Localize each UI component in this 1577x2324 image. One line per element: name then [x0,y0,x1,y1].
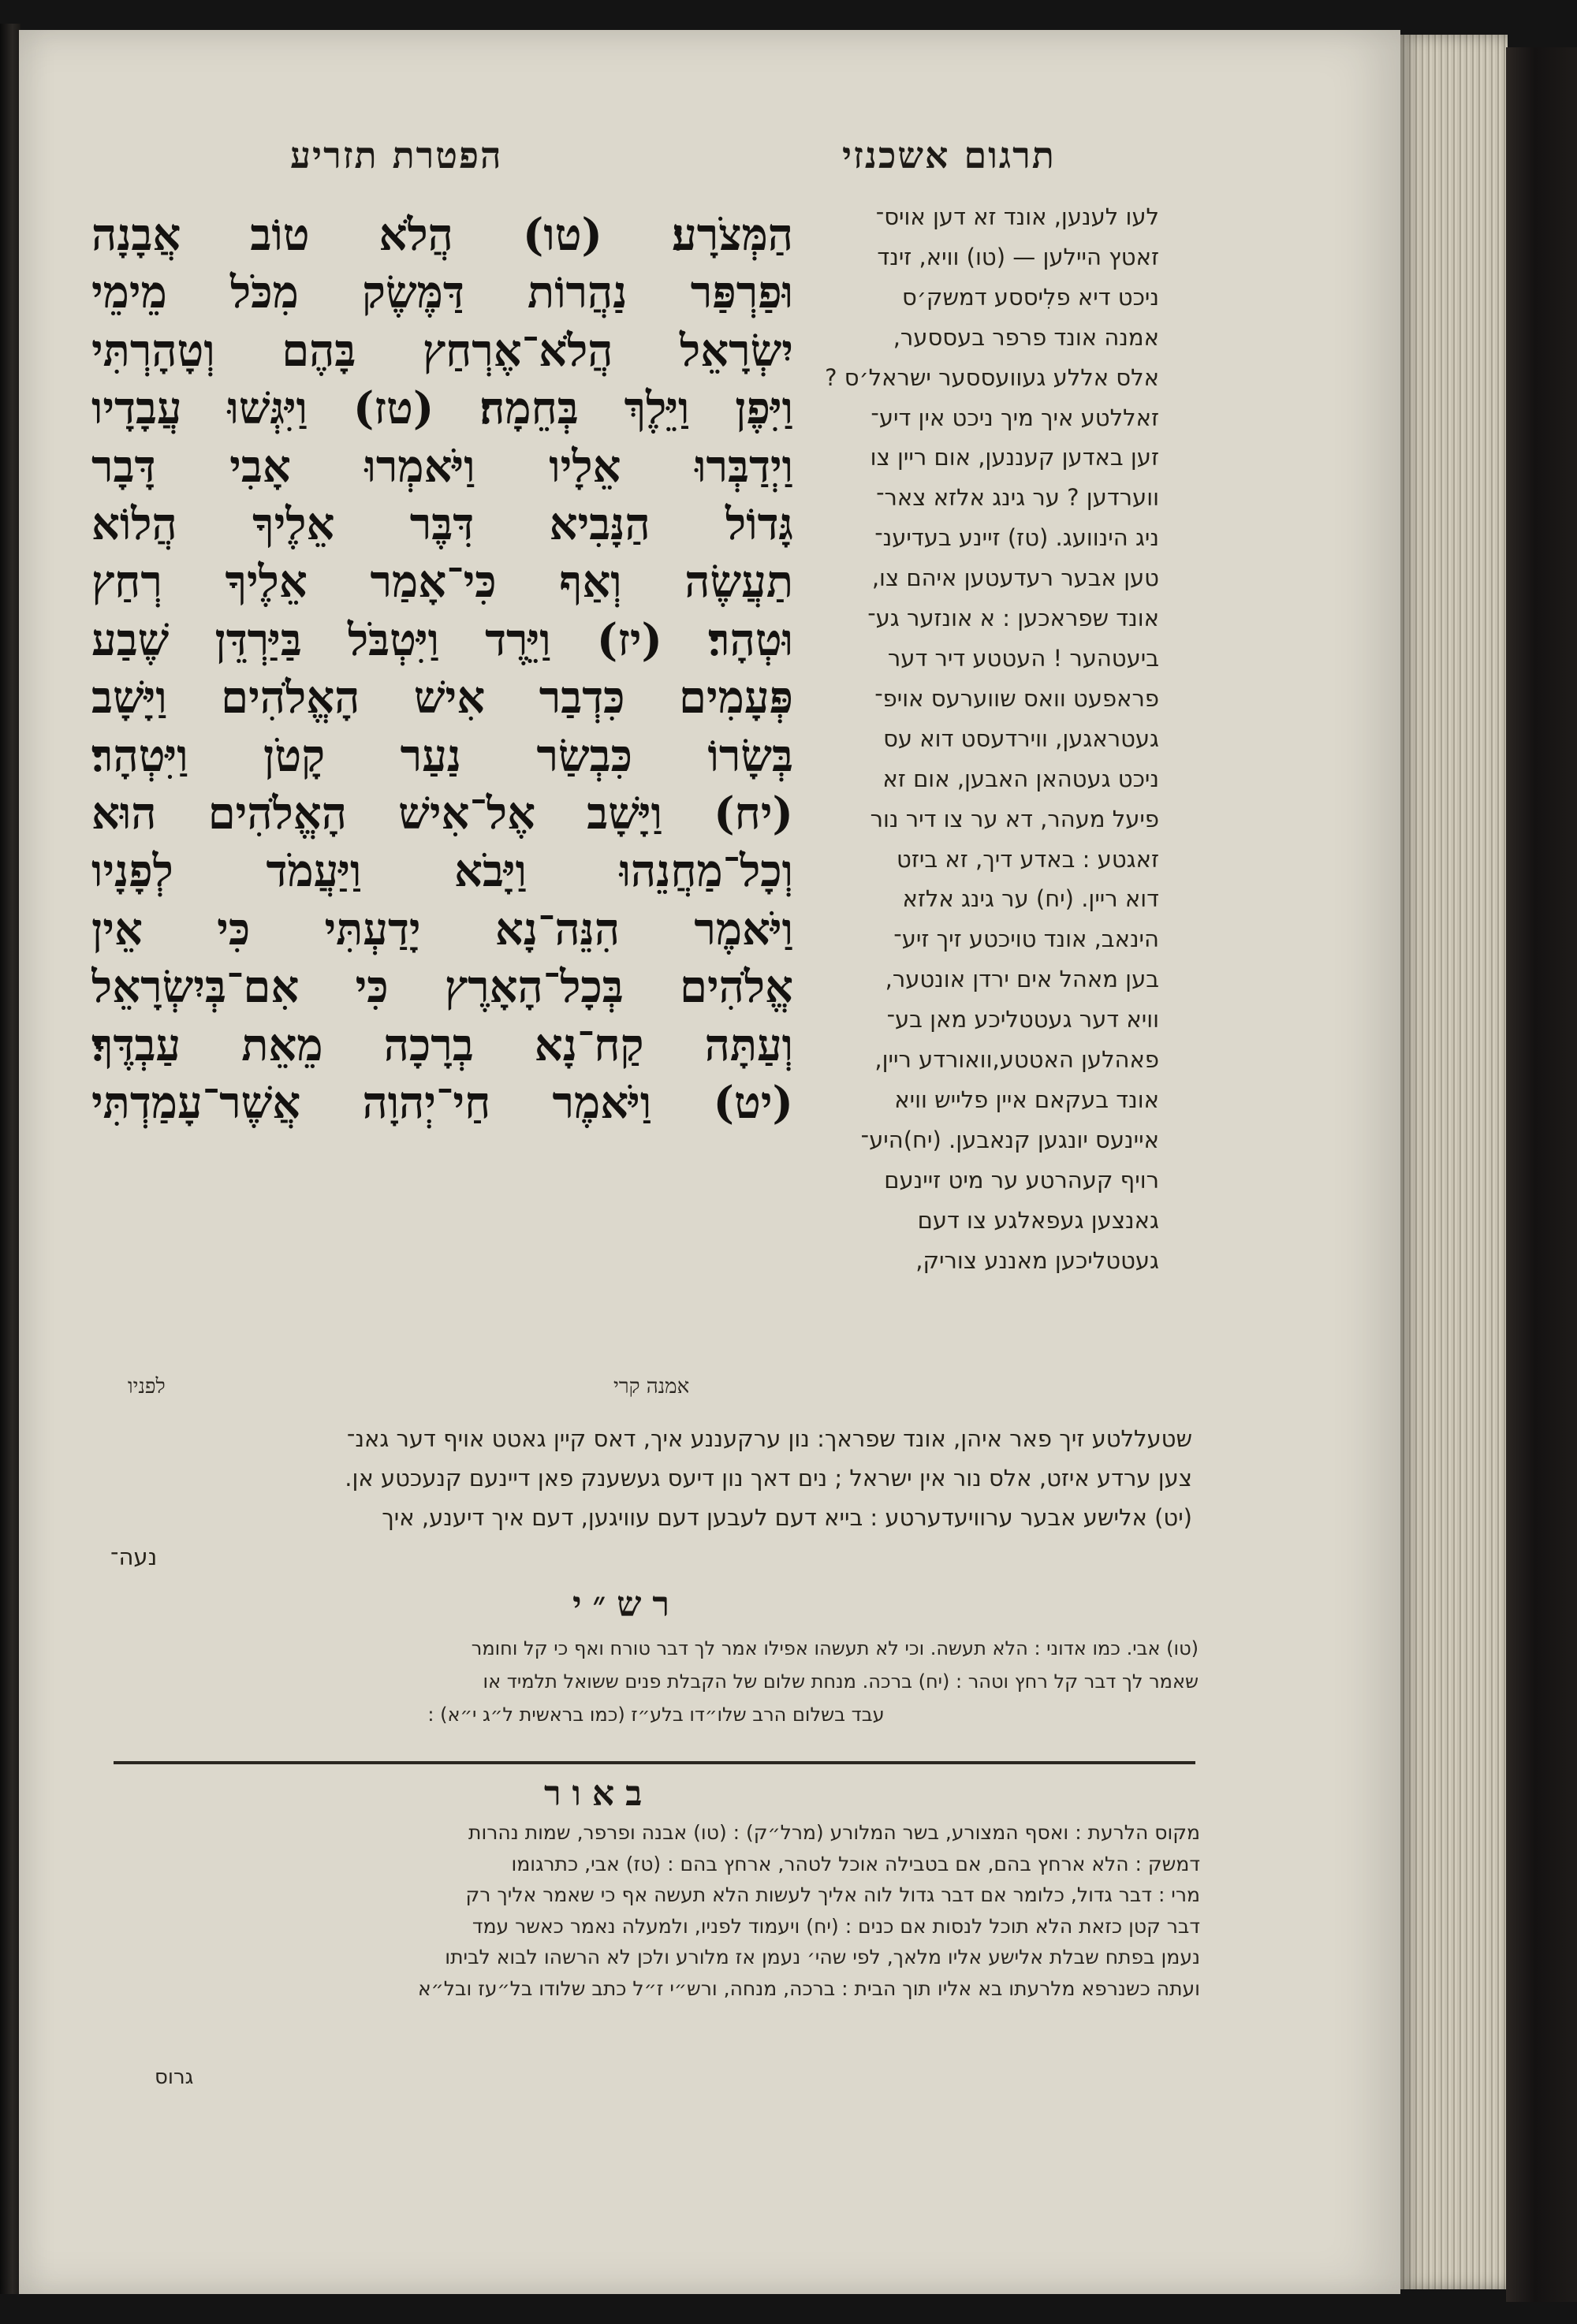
hebrew-line: (יט) וַיֹּאמֶר חַי־יְהוָה אֲשֶׁר־עָמַדְתִּי [91,1077,793,1130]
keri-note: אמנה קרי [613,1375,690,1398]
biur-line: נעמן בפתח שבלת אלישע אליו מלאך, לפי שהי׳ נעמן אז מלורע ולכן לא הרשהו לבוא לביתו [445,1946,1200,1968]
continuation-line: נעה־ [110,1544,158,1570]
translation-line: זען באדען קעננען, אום ריין צו [870,444,1159,471]
translation-line: רויף קעהרטע ער מיט זיינעם [884,1166,1159,1194]
translation-line: זאללטע איך מיך ניכט אין דיע־ [871,404,1159,431]
translation-line: אמנה אונד פרפר בעססער, [893,323,1159,351]
translation-line: זאגטע : באדע דיך, זא ביזט [897,845,1159,873]
translation-line: דוא ריין. (יח) ער גינג אלזא [902,885,1159,913]
continuation-line: (יט) אלישע אבער ערוויעדערטע : בייא דעם לעבען דעם עוויגען, דעם איך דיענע, איך [382,1504,1192,1531]
hebrew-line: יִשְׂרָאֵל הֲלֹא־אֶרְחַץ בָּהֶם וְטָהָרְתִּי [91,324,793,377]
hebrew-line: וּטְהָר׃ (יז) וַיֵּרֶד וַיִּטְבֹּל בַּיַּרְדֵּן שֶׁבַע [91,613,793,666]
hebrew-line: פְּעָמִים כִּדְבַר אִישׁ הָאֱלֹהִים וַיָּשָׁב [91,672,793,724]
page-fore-edge [1400,35,1508,2289]
biur-line: דבר קטן כזאת הלא תוכל לנסות אם כנים : (יח) ויעמוד לפניו, ולמעלה נאמר כאשר עמד [472,1914,1200,1938]
translation-line: פראפעט וואס שווערעס אויפ־ [874,684,1159,712]
page-catchword: גרוס [155,2065,194,2089]
hebrew-line: וְכָל־מַחֲנֵהוּ וַיָּבֹא וַיַּעֲמֹד לְפָנָיו [91,845,793,898]
translation-line: פאהלען האטטע,וואורדע ריין, [874,1046,1159,1074]
biur-line: דמשק : הלא ארחץ בהם, אם בטבילה אוכל לטהר, ארחץ בהם : (טז) אבי, כתרגומו [511,1852,1200,1875]
rashi-title: רש״י [572,1585,681,1625]
running-header-targum: תרגום אשכנזי [842,134,1056,177]
translation-line: גאנצען געפאלגע צו דעם [917,1206,1159,1234]
hebrew-line: וַיִּפֶן וַיֵּלֶךְ בְּחֵמָה׃ (טז) וַיִּגְּשׁוּ עֲבָדָיו [91,382,793,435]
translation-line: אלס אללע געוועססער ישראל׳ס ? [825,363,1159,391]
translation-line: ניכט דיא פלִיססע דמשק׳ס [902,283,1159,311]
translation-continuation [110,1419,1192,1577]
biur-line: ועתה כשנרפא מלרעתו בא אליו תוך הבית : ברכה, מנחה, ורש״י ז״ל כתב שלודו בל״עז ובל״א [417,1976,1200,2000]
translation-column [804,197,1159,1403]
hebrew-line: וּפַרְפַּר נַהֲרוֹת דַּמֶּשֶׂק מִכֹּל מֵימֵי [91,266,793,319]
hebrew-line: גָּדוֹל הַנָּבִיא דִּבֶּר אֵלֶיךָ הֲלוֹא [91,498,793,551]
translation-line: ניכט געטהאן האבען, אום זא [882,765,1159,792]
biur-line: מקוס הלרעת : ואסף המצורע, בשר המלורע (מרל״ק) : (טו) אבנה ופרפר, שמות נהרות [468,1821,1200,1844]
hebrew-line: בְּשָׂרוֹ כִּבְשַׂר נַעַר קָטֹן וַיִּטְהָר׃ [91,729,793,782]
running-header-haftarah: הפטרת תזריע [290,134,503,177]
continuation-line: צען ערדע איזט, אלס נור אין ישראל ; נים דאך נון דיעס געשענק פאן דיינעם קנעכטע אן. [345,1465,1192,1492]
continuation-line: שטעללטע זיך פאר איהן, אונד שפראך: נון ערקעננע איך, דאס קיין גאטט אויף דער גאנ־ [346,1425,1192,1452]
translation-line: וויא דער געטטליכע מאן בע־ [886,1006,1159,1034]
translation-line: לעו לענען, אונד זא דען אויס־ [875,203,1159,230]
hebrew-line: וַיְדַבְּרוּ אֵלָיו וַיֹּאמְרוּ אָבִי דָּבָר [91,440,793,493]
translation-line: ניג הינוועג. (טז) זיינע בעדיענ־ [874,524,1159,552]
biur-commentary [106,1817,1200,2004]
translation-line: בען מאהל אים ירדן אונטער, [885,966,1159,993]
hebrew-line: וַיֹּאמֶר הִנֵּה־נָא יָדַעְתִּי כִּי אֵין [91,903,793,955]
biur-title: באור [544,1774,654,1814]
book-binding-left [0,24,21,2294]
translation-line: זאטץ היילען — (טו) וויא, זינד [877,243,1159,270]
translation-line: איינעס יונגען קנאבען. (יח)היע־ [860,1126,1159,1153]
translation-line: אונד בעקאם איין פלייש וויא [894,1086,1159,1113]
translation-line: געטראגען, ווירדעסט דוא עס [883,724,1159,752]
rashi-line: (טו) אבי. כמו אדוני : הלא תעשה. וכי לא תעשהו אפילו אמר לך דבר טורח ואף כי קל וחומר [471,1637,1199,1659]
translation-line: ווערדען ? ער גינג אלזא צאר־ [876,484,1159,512]
translation-line: אונד שפראכען : א אונזער גע־ [867,605,1159,632]
translation-line: געטטליכען מאננע צוריק, [915,1246,1159,1274]
rashi-line: שאמר לך דבר קל רחץ וטהר : (יח) ברכה. מנחת שלום של הקבלת פנים ששואל תלמיד או [483,1670,1199,1693]
hebrew-line: תַעֲשֶׂה וְאַף כִּי־אָמַר אֵלֶיךָ רְחַץ [91,556,793,609]
biur-line: מרי : דבר גדול, כלומר אם דבר גדול לוה אליך לעשות הלא תעשה אף כי שאמר אליך רק [465,1883,1200,1906]
translation-line: טען אבער רעדעטען איהם צו, [871,564,1159,592]
book-cover-right [1506,47,1577,2302]
rashi-line: עבד בשלום הרב שלו״דו בלע״ז (כמו בראשית ל״ג י״א) : [427,1704,885,1726]
section-divider [114,1761,1195,1764]
hebrew-text-column [91,207,793,1133]
hebrew-line: (יח) וַיָּשָׁב אֶל־אִישׁ הָאֱלֹהִים הוּא [91,788,793,840]
translation-line: פיעל מעהר, דא ער צו דיר נור [870,805,1159,832]
translation-line: הינאב, אונד טויכטע זיך זיע־ [893,926,1159,953]
hebrew-line: וְעַתָּה קַח־נָא בְרָכָה מֵאֵת עַבְדֶּךָ׃ [91,1019,793,1071]
hebrew-line: הַמְּצֹרָע׃ (טו) הֲלֹא טוֹב אֲבָנָה [91,209,793,261]
hebrew-line: אֱלֹהִים בְּכָל־הָאָרֶץ כִּי אִם־בְּיִשְׂרָאֵל [91,961,793,1014]
translation-line: ביעטהער ! העטטע דיר דער [887,644,1159,672]
hebrew-catchword: לפניו [128,1375,166,1398]
rashi-commentary [114,1632,1199,1731]
